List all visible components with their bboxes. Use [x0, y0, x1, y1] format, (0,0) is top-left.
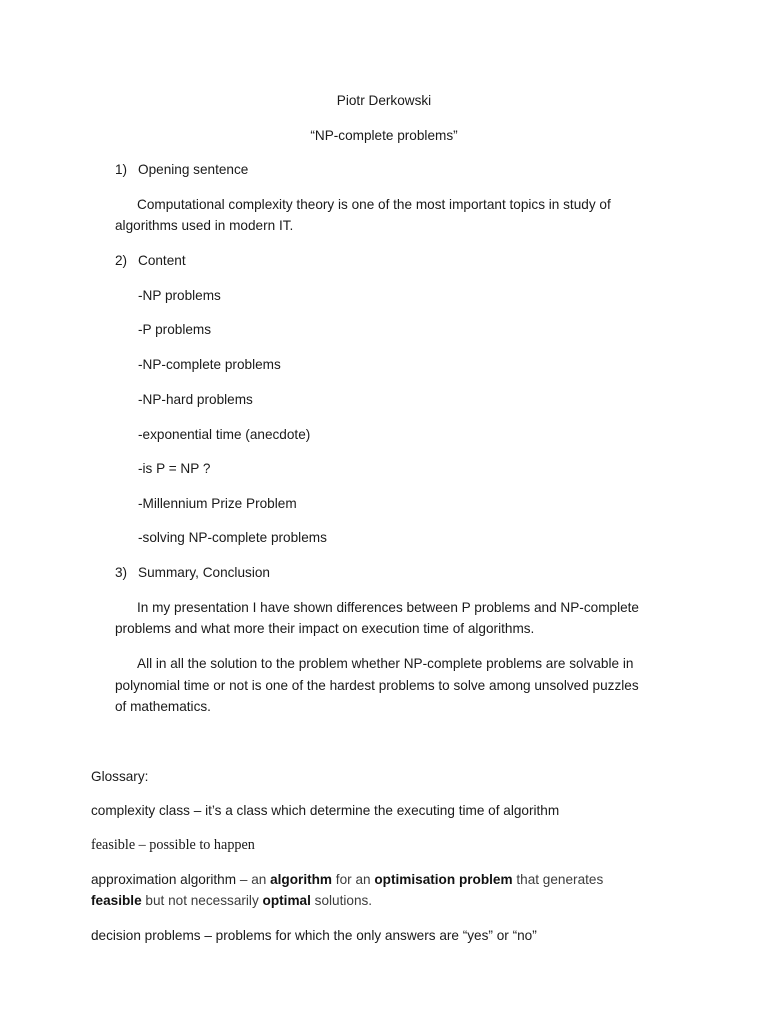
- glossary-feasible: feasible – possible to happen: [91, 837, 255, 853]
- approximation-text-1: for an: [332, 872, 375, 887]
- approximation-optimisation-word: optimisation problem: [374, 872, 513, 887]
- section-3-number: 3): [115, 565, 128, 580]
- section-1-paragraph-line-1: Computational complexity theory is one of the most important topics in study of: [137, 197, 611, 212]
- glossary-decision-problems: decision problems – problems for which the only answers are “yes” or “no”: [91, 928, 537, 943]
- section-3-heading: Summary, Conclusion: [138, 565, 270, 580]
- content-item: -NP-hard problems: [138, 392, 253, 407]
- content-item: -exponential time (anecdote): [138, 427, 311, 442]
- document-title: “NP-complete problems”: [310, 128, 458, 143]
- content-item: -P problems: [138, 322, 212, 337]
- approximation-text-3: but not necessarily: [141, 893, 263, 908]
- summary-paragraph-2-line-3: of mathematics.: [115, 699, 211, 714]
- content-item: -is P = NP ?: [138, 461, 211, 476]
- summary-paragraph-1-line-2: problems and what more their impact on execution time of algorithms.: [115, 621, 535, 636]
- glossary-approximation-line-2: [91, 892, 372, 910]
- content-item: -NP-complete problems: [138, 357, 281, 372]
- summary-paragraph-2-line-1: All in all the solution to the problem whether NP-complete problems are solvable in: [137, 656, 634, 671]
- section-1-heading: Opening sentence: [138, 162, 249, 177]
- glossary-heading: Glossary:: [91, 769, 149, 784]
- approximation-text-4: solutions.: [310, 893, 373, 908]
- author-name: Piotr Derkowski: [336, 93, 432, 108]
- approximation-dash: – an: [236, 872, 271, 887]
- approximation-optimal-word: optimal: [262, 893, 311, 908]
- content-item: -Millennium Prize Problem: [138, 496, 297, 511]
- section-2-number: 2): [115, 253, 128, 268]
- section-2-heading: Content: [138, 253, 186, 268]
- content-item: -solving NP-complete problems: [138, 530, 327, 545]
- glossary-approximation-line-1: [91, 871, 603, 889]
- approximation-algorithm-word: algorithm: [270, 872, 333, 887]
- summary-paragraph-2-line-2: polynomial time or not is one of the hardest problems to solve among unsolved puzzles: [115, 678, 639, 693]
- approximation-term: approximation algorithm: [91, 872, 237, 887]
- section-1-number: 1): [115, 162, 128, 177]
- content-item: -NP problems: [138, 288, 221, 303]
- glossary-complexity-class: complexity class – it’s a class which determine the executing time of algorithm: [91, 803, 560, 818]
- approximation-feasible-word: feasible: [91, 893, 142, 908]
- approximation-text-2: that generates: [512, 872, 604, 887]
- summary-paragraph-1-line-1: In my presentation I have shown differences between P problems and NP-complete: [137, 600, 639, 615]
- section-1-paragraph-line-2: algorithms used in modern IT.: [115, 218, 294, 233]
